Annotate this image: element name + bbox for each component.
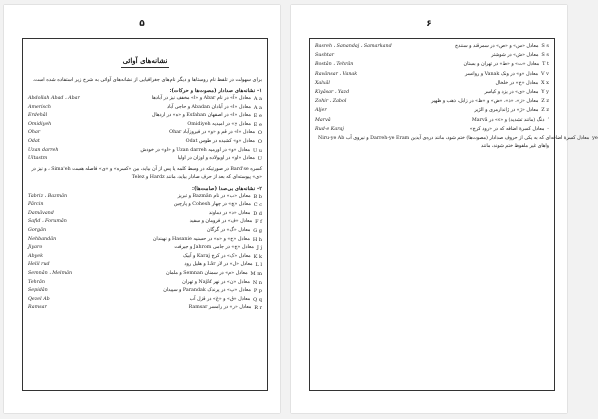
entry-description: معادل «ک» در کرج Karaj و آبیک	[183, 253, 251, 259]
entry-row	[315, 51, 549, 60]
consonants-list	[28, 193, 262, 313]
entry-transliteration: Abyek	[28, 253, 43, 259]
entry-description: معادل «ج» در جامی Jahrom و جیرفت	[174, 245, 254, 251]
entry-description: معادل «ش» در شوشتر	[491, 53, 539, 59]
entry-row	[28, 218, 262, 227]
page-number: ۵	[139, 19, 145, 29]
consonants-heading: ۲- نشانه‌های بی‌صدا (صامت‌ها):	[192, 185, 262, 192]
entry-symbol: -	[547, 125, 549, 132]
entry-row	[28, 296, 262, 305]
entry-row	[28, 147, 262, 156]
entry-row	[315, 106, 549, 115]
entry-symbol: U	[257, 156, 262, 163]
entry-transliteration: Ramsar	[28, 305, 47, 311]
page-frame	[22, 38, 268, 391]
entry-row	[28, 95, 262, 104]
entry-transliteration: Safid ، Forumân	[28, 219, 67, 225]
entry-description: معادل «ل» در لار Lâr و هلیل رود	[184, 262, 253, 268]
entry-transliteration: Amerisch	[28, 104, 51, 110]
entry-description: معادل «ح» و «ه» در حسنیه Hasanie و نهبندان	[152, 236, 250, 242]
entry-description: معادل «ف» در فرومان و سفید	[189, 219, 253, 225]
entry-transliteration: Ravânsar ، Vanak	[315, 71, 358, 77]
entry-transliteration: Odat	[28, 138, 40, 144]
vowels-heading: ۱- نشانه‌های صدادار (مصوت‌ها و حرکات):	[169, 88, 262, 94]
entry-description: معادل «خ» در خلخال	[495, 80, 539, 86]
entry-row	[28, 236, 262, 245]
entry-symbol: D d	[253, 210, 262, 217]
entry-symbol: Z z	[541, 98, 549, 105]
glottal-translit: Marvâ	[315, 117, 331, 123]
entry-row	[28, 279, 262, 288]
entry-symbol: Z z	[541, 107, 549, 114]
entry-symbol: J j	[256, 245, 262, 252]
entry-row	[28, 201, 262, 210]
entry-transliteration: Bostân ، Tehrân	[315, 62, 354, 68]
entry-symbol: C c	[253, 202, 262, 209]
entry-row	[28, 261, 262, 270]
entry-symbol: H h	[252, 236, 262, 243]
entry-symbol: U u	[252, 147, 262, 154]
entry-symbol: A a	[253, 104, 262, 111]
intro-paragraph: برای سهولت در تلفظ نام روستاها و دیگر نام‌های جغرافیایی از نشانه‌های آوائی به شرح زیر استفاده شده است.	[32, 77, 262, 83]
entry-symbol: S s	[541, 52, 549, 59]
final-note: واهای غیر ملفوظ ختم شوند، مانند	[481, 144, 549, 150]
entry-description: معادل «گ» در گرگان	[206, 227, 251, 233]
entry-symbol: S s	[541, 43, 549, 49]
entry-symbol: P p	[253, 288, 262, 295]
entry-symbol: A a	[253, 96, 262, 102]
diphthong-note	[28, 166, 262, 183]
entry-row	[28, 104, 262, 113]
entry-row	[28, 227, 262, 236]
vowels-list	[28, 95, 262, 164]
stop-entries-list	[315, 125, 598, 143]
entry-description: معادل «م» در سمنان Semnan و ملمان	[165, 270, 248, 276]
entry-row	[28, 253, 262, 262]
entry-transliteration: Zohir ، Zabol	[315, 99, 347, 105]
entry-description: معادل «ا» در آبادان Abadan و حاجی آباد	[167, 104, 251, 110]
entry-description: معادل کسرهٔ اضافه‌ای که به یکی از حروف صدادار (مصوت‌ها) ختم شود، مانند دره‌ی آیدین Darreh-ye Eram و نیروی آب Niru-ye Ab	[318, 135, 590, 141]
entry-row	[28, 155, 262, 164]
entry-symbol: O	[257, 138, 262, 145]
entry-symbol: N n	[252, 279, 262, 286]
entry-transliteration: Erdehâl	[28, 113, 48, 119]
entry-symbol: F f	[255, 219, 262, 226]
entry-description: معادل «و» در ونک Vanak و روانسر	[464, 71, 538, 77]
left-page	[4, 5, 280, 413]
entry-description: معادل «ا» در اصفهان Esfahan و «ه» در اردهال	[151, 113, 251, 119]
entry-transliteration: Sushtar	[315, 53, 335, 59]
title-underline	[121, 67, 169, 68]
section-title: نشانه‌های آوائی	[122, 56, 168, 65]
entry-description: معادل «پ» در پرندک Parandak و سپیدان	[163, 288, 251, 294]
entry-row	[28, 129, 262, 138]
entry-description: معادل «ر» در رامسر Ramsar	[188, 305, 252, 311]
entry-row	[315, 97, 549, 106]
entry-description: معادل کسرهٔ اضافه که در «رود کرج»	[469, 126, 545, 132]
glottal-row	[315, 116, 549, 125]
entry-transliteration: Damâvand	[28, 210, 54, 216]
entry-description: معادل «او» در اویولاده و اوزان در اولیا	[177, 156, 255, 162]
entry-row	[28, 287, 262, 296]
glottal-mark: ʼ	[547, 116, 549, 123]
entry-description: معادل «ی» در یزد و کیاسر	[484, 89, 539, 95]
entry-description: معادل «و» در اورمیه Uzan darreh و «او» در خودش	[140, 147, 250, 153]
entry-symbol: O	[257, 130, 262, 137]
entry-row	[28, 244, 262, 253]
entry-symbol: E e	[253, 121, 262, 128]
entry-row	[315, 60, 549, 69]
entry-transliteration: Aljer	[315, 108, 327, 114]
entry-description: معادل «ق» و «غ» در قزل آب	[189, 296, 251, 302]
entry-transliteration: Nehbandân	[28, 236, 57, 242]
glottal-note: دنگ (مانند تشدید) و «ء» در Marvâ	[471, 117, 545, 123]
entry-symbol: R r	[254, 305, 262, 312]
entry-description: معادل «ت» و «ط» در تهران و بستان	[463, 62, 540, 68]
right-entries-list	[315, 42, 549, 116]
entry-transliteration: Basreh ، Sanandaj ، Samarkand	[315, 44, 392, 49]
entry-row	[28, 112, 262, 121]
diphthong-note-text: کسره Bard'se در صورتیکه در وسط کلمه یا پس از آن بیاید، بین «کسره» و «ی» فاصله هست Sima'eh ، و نیز در «ی» پیوسته‌ای که بعد از حرف صادار بیاید، مانند Hardz و Telez	[31, 166, 262, 181]
entry-transliteration: Abdollah Abad ، Abar	[28, 96, 80, 101]
entry-row	[28, 138, 262, 147]
entry-transliteration: Gorgân	[28, 227, 47, 233]
entry-description: معادل «چ» در چهار Cohesh و پارچین	[173, 202, 251, 208]
entry-row	[28, 270, 262, 279]
entry-symbol: ye	[592, 134, 598, 141]
entry-row	[28, 121, 262, 130]
entry-row	[315, 134, 598, 143]
entry-description: معادل «ن» در نهر Najâf و تهران	[182, 279, 250, 285]
entry-symbol: L l	[255, 262, 262, 269]
entry-row	[28, 304, 262, 313]
entry-description: معادل «ز»، «ذ»، «ض» و «ظ» در زابل، ذهب و ظهیر	[431, 99, 539, 105]
entry-description: معادل «آ» در نام Abar و «ا» مخفف نیز در آبادها	[151, 96, 251, 101]
entry-description: معادل «د» در دماوند	[208, 210, 251, 216]
entry-description: معادل «و» کشیده در طوس Odat	[185, 138, 255, 144]
entry-symbol: E e	[253, 113, 262, 120]
entry-symbol: G g	[253, 227, 262, 234]
entry-row	[315, 79, 549, 88]
entry-symbol: K k	[253, 253, 262, 260]
entry-transliteration: Pârcin	[28, 202, 44, 208]
entry-row	[315, 70, 549, 79]
entry-transliteration: Omidiyeh	[28, 121, 52, 127]
entry-transliteration: Uzan darreh	[28, 147, 59, 153]
entry-description: معادل «س» و «ص» در سمرقند و سنندج	[455, 44, 539, 49]
entry-row	[28, 210, 262, 219]
entry-row	[315, 125, 549, 134]
entry-symbol: X x	[541, 79, 549, 86]
entry-row	[28, 193, 262, 202]
entry-transliteration: Rud-e Karaj	[315, 126, 344, 132]
entry-description: معادل «ا» در قم و «و» در فیروز‌آباد Ohar	[169, 130, 255, 136]
entry-transliteration: Tehrân	[28, 279, 45, 285]
entry-transliteration: Xalxâl	[315, 80, 330, 86]
entry-description: معادل «ِ» در امیدیه Omidiyeh	[187, 121, 251, 127]
entry-transliteration: Kiyâsar ، Yazd	[315, 89, 350, 95]
page-number: ۶	[426, 19, 432, 29]
entry-transliteration: Sepidân	[28, 288, 48, 294]
entry-symbol: M m	[250, 270, 262, 277]
entry-row	[315, 88, 549, 97]
entry-transliteration: Ohar	[28, 130, 41, 136]
entry-transliteration: Helil rud	[28, 262, 50, 268]
entry-description: معادل «ژ» در ژاندارمری و الژیر	[474, 108, 539, 114]
entry-description: معادل «ب» در نام Bazmân و تبریز	[177, 193, 251, 199]
entry-symbol: Y y	[541, 88, 549, 95]
entry-row	[315, 42, 549, 51]
page-frame	[309, 38, 598, 391]
entry-symbol: Q q	[253, 296, 262, 303]
entry-symbol: B b	[253, 193, 262, 200]
entry-transliteration: Tabriz ، Bazmân	[28, 193, 68, 199]
entry-transliteration: Jiyaro	[28, 245, 43, 251]
entry-transliteration: Semnân ، Melmân	[28, 270, 73, 276]
entry-transliteration: Ultastm	[28, 156, 48, 162]
right-page	[291, 5, 598, 413]
entry-transliteration: Qezel Ab	[28, 296, 50, 302]
entry-symbol: V v	[540, 70, 549, 77]
entry-symbol: T t	[542, 61, 549, 68]
